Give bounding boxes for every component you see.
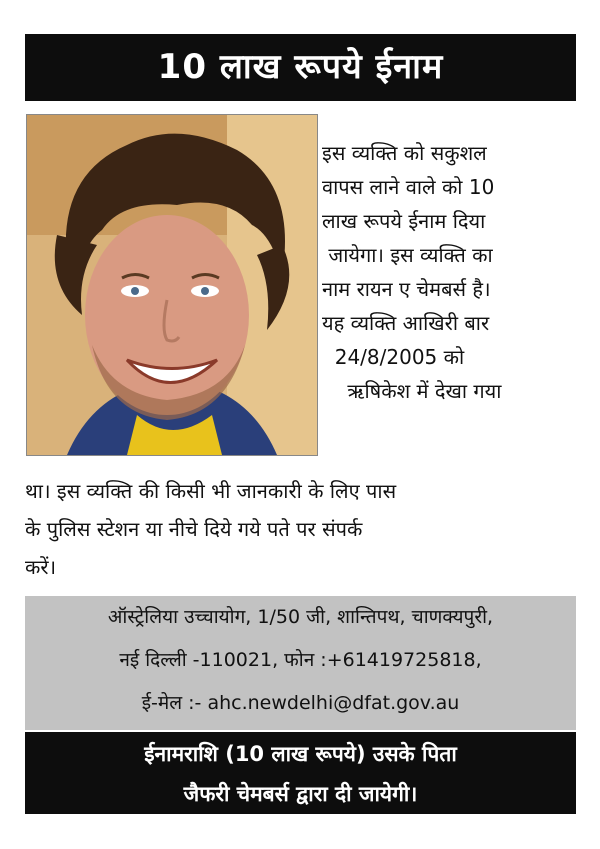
footer-line: ईनामराशि (10 लाख रूपये) उसके पिता [144,742,457,766]
reward-source-note [25,732,576,814]
full-text-line: था। इस व्यक्ति की किसी भी जानकारी के लिए पास [25,479,397,503]
side-text-line: वापस लाने वाले को 10 [322,175,495,199]
side-text-line: ऋषिकेश में देखा गया [322,379,502,403]
address-line: ऑस्ट्रेलिया उच्चायोग, 1/50 जी, शान्तिपथ, चाणक्यपुरी, [107,606,494,628]
side-text-line: यह व्यक्ति आखिरी बार [322,311,490,335]
side-text-line: नाम रायन ए चेमबर्स है। [322,277,491,301]
phone-line: नई दिल्ली -110021, फोन :+61419725818, [119,649,482,671]
contact-address-box [25,596,576,730]
description-side-column [322,136,572,408]
full-text-line: करें। [25,555,57,579]
side-text-line: 24/8/2005 को [322,345,465,369]
side-text-line: लाख रूपये ईनाम दिया [322,209,486,233]
side-text-line: जायेगा। इस व्यक्ति का [322,243,493,267]
reward-poster [25,34,576,814]
side-text-line: इस व्यक्ति को सकुशल [322,141,487,165]
footer-line: जैफरी चेमबर्स द्वारा दी जायेगी। [183,782,418,806]
email-line: ई-मेल :- ahc.newdelhi@dfat.gov.au [141,692,460,714]
portrait-illustration [27,115,317,455]
reward-heading: 10 लाख रूपये ईनाम [25,34,576,101]
full-text-line: के पुलिस स्टेशन या नीचे दिये गये पते पर संपर्क [25,517,363,541]
description-full-width [25,472,576,586]
missing-person-photo [26,114,318,456]
